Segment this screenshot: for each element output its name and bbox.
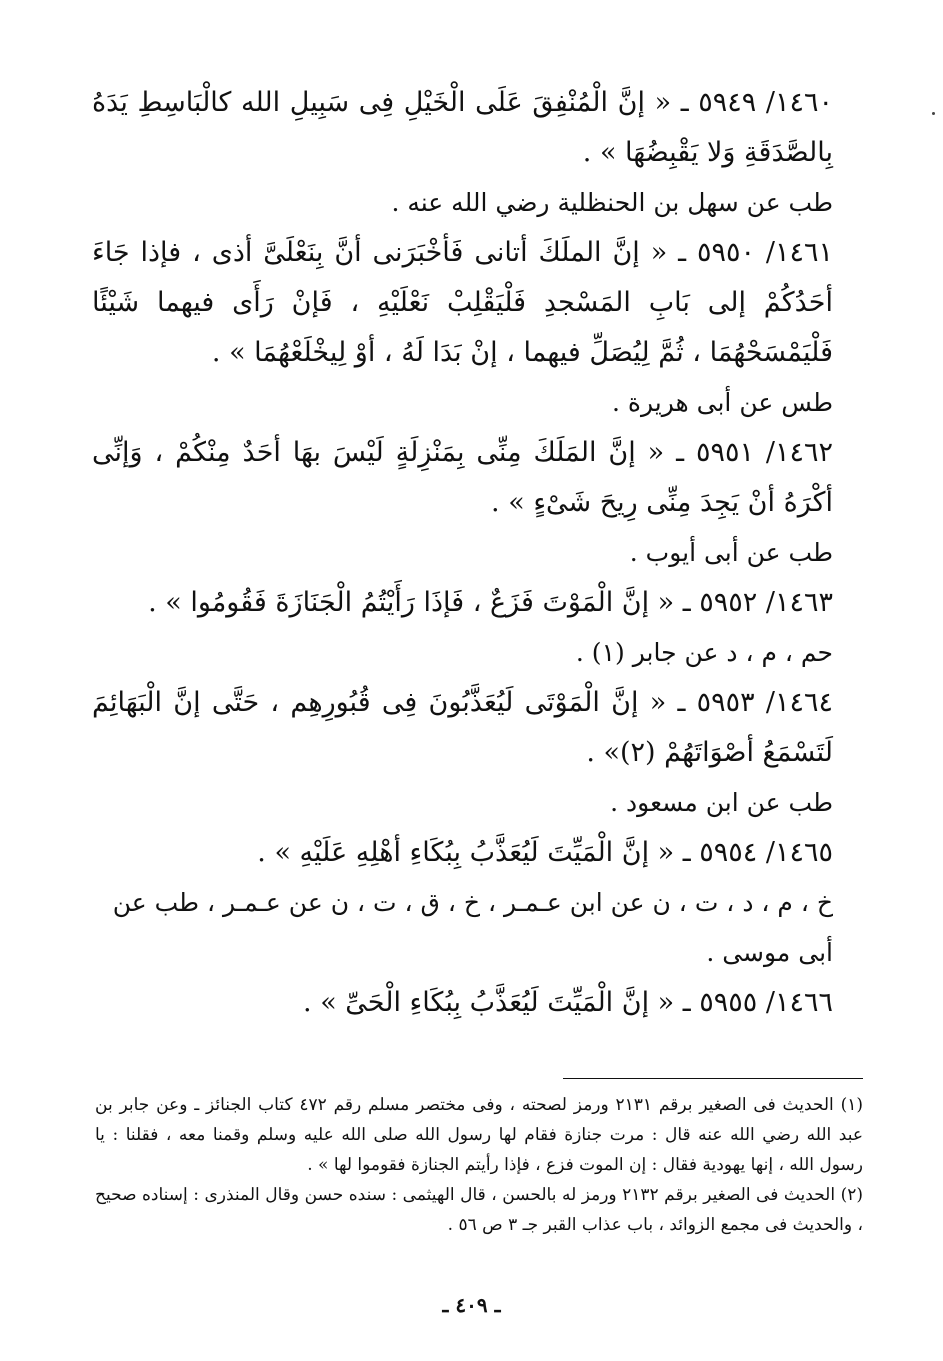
source-1460: طب عن سهل بن الحنظلية رضي الله عنه . [391, 188, 833, 217]
footnote-1: (١) الحديث فى الصغير برقم ٢١٣١ ورمز لصحته ، وفى مختصر مسلم رقم ٤٧٢ كتاب الجنائز ـ وعن جابر بن عبد الله رضي الله عنه قال : مرت جنازة فقام لها رسول الله صلى الله عليه وسلم وقمنا معه ، فقلنا : يا رسول الله ، إنها يهودية فقال : إن الموت فزع ، فإذا رأيتم الجنازة فقوموا لها » . [95, 1095, 863, 1175]
hadith-1461: ١٤٦١/ ٥٩٥٠ ـ « إنَّ الملَكَ أتانى فَأخْبَرَنى أنَّ بِنَعْلَىَّ أذى ، فإذا جَاءَ أحَدُكُمْ إلى بَابِ المَسْجدِ فَلْيَقْلِبْ نَعْلَيْهِ ، فَإنْ رَأَى فيهما شَيْئًا فَلْيَمْسَحْهُمَا ، ثُمَّ لِيُصَلِّ فيهما ، إنْ بَدَا لَهُ ، أوْ لِيخْلَعْهُمَا » . [92, 237, 833, 368]
source-1463: حم ، م ، د عن جابر (١) . [575, 638, 833, 667]
source-1461: طس عن أبى هريرة . [611, 388, 833, 417]
page-number: ـ ٤٠٩ ـ [442, 1293, 501, 1317]
hadith-1466: ١٤٦٦/ ٥٩٥٥ ـ « إنَّ الْمَيِّتَ لَيُعَذَّبُ بِبُكَاءِ الْحَىِّ » . [303, 987, 833, 1018]
footnotes [95, 1090, 863, 1240]
hadith-1463: ١٤٦٣/ ٥٩٥٢ ـ « إنَّ الْمَوْتَ فَزَعٌ ، فَإذَا رَأَيْتُمُ الْجَنَازَةَ فَقُومُوا » . [148, 587, 833, 618]
hadith-1462: ١٤٦٢/ ٥٩٥١ ـ « إنَّ المَلَكَ مِنِّى بِمَنْزِلَةٍ لَيْسَ بهَا أحَدٌ مِنْكُمْ ، وَإنِّى أكْرَهُ أنْ يَجِدَ مِنِّى رِيحَ شَىْءٍ » . [92, 437, 833, 518]
source-1462: طب عن أبى أيوب . [629, 538, 833, 567]
footnote-2: (٢) الحديث فى الصغير برقم ٢١٣٢ ورمز له بالحسن ، قال الهيثمى : سنده حسن وقال المنذرى : إسناده صحيح ، والحديث فى مجمع الزوائد ، باب عذاب القبر جـ ٣ ص ٥٦ . [95, 1185, 863, 1235]
source-1465: خ ، م ، د ، ت ، ن عن ابن عـمـر ، خ ، ق ، ت ، ن عن عـمـر ، طب عن أبى موسى . [112, 888, 833, 967]
footnote-separator [563, 1078, 863, 1079]
main-text [92, 78, 833, 1028]
hadith-1465: ١٤٦٥/ ٥٩٥٤ ـ « إنَّ الْمَيِّتَ لَيُعَذَّبُ بِبُكَاءِ أهْلِهِ عَلَيْهِ » . [257, 837, 833, 868]
hadith-1464: ١٤٦٤/ ٥٩٥٣ ـ « إنَّ الْمَوْتَى لَيُعَذَّبُونَ فِى قُبُورِهِم ، حَتَّى إنَّ الْبَهَائِمَ لَتَسْمَعُ أصْوَاتَهُمْ (٢)» . [92, 687, 833, 768]
hadith-1460: ١٤٦٠/ ٥٩٤٩ ـ « إنَّ الْمُنْفِقَ عَلَى الْخَيْلِ فِى سَبِيلِ الله كالْبَاسِطِ يَدَهُ بِالصَّدَقَةِ وَلا يَقْبِضُهَا » . [92, 87, 833, 168]
scan-speck [932, 112, 935, 115]
source-1464: طب عن ابن مسعود . [610, 788, 833, 817]
